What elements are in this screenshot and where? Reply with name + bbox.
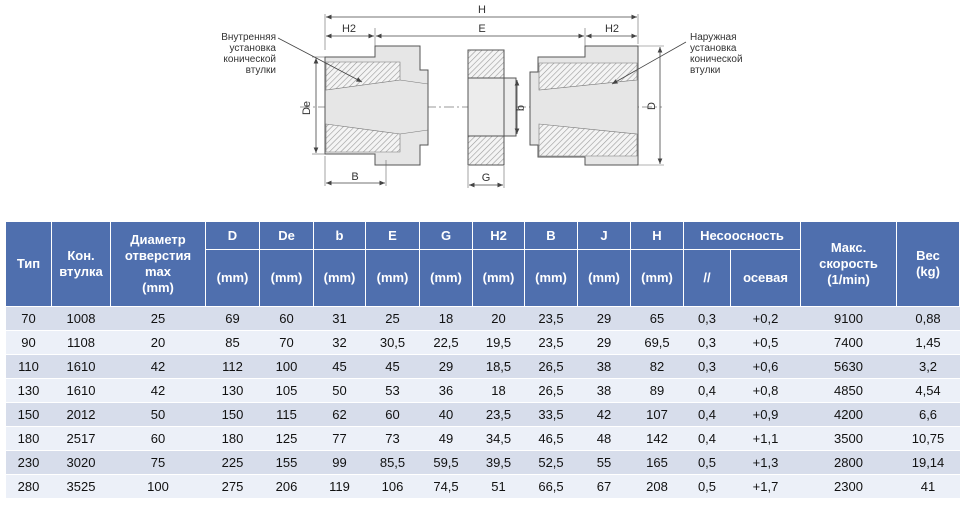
unit-b: (mm) xyxy=(314,250,366,307)
table-cell: +0,8 xyxy=(731,379,801,403)
table-cell: 31 xyxy=(314,307,366,331)
table-cell: 1,45 xyxy=(897,331,960,355)
table-row xyxy=(6,355,960,379)
col-bush: Кон. втулка xyxy=(52,222,111,307)
table-cell: 19,14 xyxy=(897,451,960,475)
unit-H: (mm) xyxy=(631,250,684,307)
table-cell: 4850 xyxy=(801,379,897,403)
table-cell: 3500 xyxy=(801,427,897,451)
table-cell: 90 xyxy=(6,331,52,355)
table-cell: 59,5 xyxy=(420,451,473,475)
unit-B: (mm) xyxy=(525,250,578,307)
table-cell: 105 xyxy=(260,379,314,403)
table-cell: 73 xyxy=(366,427,420,451)
table-cell: 85,5 xyxy=(366,451,420,475)
dim-H2-right: H2 xyxy=(604,23,620,35)
dim-b: b xyxy=(515,104,527,112)
table-cell: +1,7 xyxy=(731,475,801,499)
table-cell: 29 xyxy=(420,355,473,379)
col-G: G xyxy=(420,222,473,250)
table-cell: 19,5 xyxy=(473,331,525,355)
table-cell: 67 xyxy=(578,475,631,499)
table-cell: 30,5 xyxy=(366,331,420,355)
table-cell: 180 xyxy=(6,427,52,451)
table-cell: 18 xyxy=(420,307,473,331)
table-cell: 22,5 xyxy=(420,331,473,355)
table-cell: 7400 xyxy=(801,331,897,355)
dim-H2-left: H2 xyxy=(341,23,357,35)
dim-E: E xyxy=(478,23,486,35)
table-cell: 60 xyxy=(111,427,206,451)
table-cell: 165 xyxy=(631,451,684,475)
table-cell: 0,3 xyxy=(684,355,731,379)
table-cell: 20 xyxy=(473,307,525,331)
svg-text:втулки: втулки xyxy=(245,65,276,76)
dim-B: B xyxy=(351,171,359,183)
col-H: H xyxy=(631,222,684,250)
table-cell: 115 xyxy=(260,403,314,427)
table-cell: 40 xyxy=(420,403,473,427)
col-De: De xyxy=(260,222,314,250)
svg-text:Наружная: Наружная xyxy=(690,32,737,43)
col-J: J xyxy=(578,222,631,250)
table-row xyxy=(6,475,960,499)
col-speed: Макс. скорость (1/min) xyxy=(801,222,897,307)
table-cell: 2800 xyxy=(801,451,897,475)
table-cell: 45 xyxy=(366,355,420,379)
table-cell: 82 xyxy=(631,355,684,379)
table-cell: 2300 xyxy=(801,475,897,499)
table-cell: 6,6 xyxy=(897,403,960,427)
table-cell: 225 xyxy=(206,451,260,475)
unit-parallel: // xyxy=(684,250,731,307)
unit-De: (mm) xyxy=(260,250,314,307)
dim-De: De xyxy=(301,100,313,116)
table-cell: 18,5 xyxy=(473,355,525,379)
table-cell: 1108 xyxy=(52,331,111,355)
table-cell: 0,3 xyxy=(684,307,731,331)
table-cell: 150 xyxy=(6,403,52,427)
unit-E: (mm) xyxy=(366,250,420,307)
table-cell: 119 xyxy=(314,475,366,499)
col-weight: Вес (kg) xyxy=(897,222,960,307)
table-cell: 100 xyxy=(111,475,206,499)
table-cell: 50 xyxy=(111,403,206,427)
table-cell: 130 xyxy=(6,379,52,403)
table-cell: 4,54 xyxy=(897,379,960,403)
table-cell: 4200 xyxy=(801,403,897,427)
table-row xyxy=(6,331,960,355)
table-cell: 55 xyxy=(578,451,631,475)
dim-G: G xyxy=(481,172,491,184)
table-cell: 29 xyxy=(578,307,631,331)
table-cell: 52,5 xyxy=(525,451,578,475)
table-cell: 1610 xyxy=(52,355,111,379)
table-cell: 62 xyxy=(314,403,366,427)
table-cell: 46,5 xyxy=(525,427,578,451)
note-left xyxy=(221,32,276,76)
table-cell: 0,3 xyxy=(684,331,731,355)
table-cell: 50 xyxy=(314,379,366,403)
table-cell: 2517 xyxy=(52,427,111,451)
dim-D: D xyxy=(646,102,658,110)
svg-text:Внутренняя: Внутренняя xyxy=(221,32,276,43)
table-cell: 3020 xyxy=(52,451,111,475)
col-H2: H2 xyxy=(473,222,525,250)
table-cell: 23,5 xyxy=(525,331,578,355)
table-cell: +1,3 xyxy=(731,451,801,475)
table-cell: 0,88 xyxy=(897,307,960,331)
table-cell: 36 xyxy=(420,379,473,403)
unit-G: (mm) xyxy=(420,250,473,307)
table-cell: 2012 xyxy=(52,403,111,427)
coupling-drawing xyxy=(0,0,962,218)
col-misalign: Несоосность xyxy=(684,222,801,250)
table-cell: 0,4 xyxy=(684,427,731,451)
table-cell: 142 xyxy=(631,427,684,451)
table-cell: 32 xyxy=(314,331,366,355)
unit-J: (mm) xyxy=(578,250,631,307)
table-cell: 70 xyxy=(6,307,52,331)
table-cell: 1008 xyxy=(52,307,111,331)
col-E: E xyxy=(366,222,420,250)
table-cell: 280 xyxy=(6,475,52,499)
table-cell: 0,4 xyxy=(684,379,731,403)
table-cell: 42 xyxy=(578,403,631,427)
table-cell: +1,1 xyxy=(731,427,801,451)
col-D: D xyxy=(206,222,260,250)
table-cell: 18 xyxy=(473,379,525,403)
unit-axial: осевая xyxy=(731,250,801,307)
table-row xyxy=(6,451,960,475)
table-cell: 89 xyxy=(631,379,684,403)
table-cell: 180 xyxy=(206,427,260,451)
table-cell: 10,75 xyxy=(897,427,960,451)
col-bore: Диаметр отверстия max (mm) xyxy=(111,222,206,307)
table-cell: 100 xyxy=(260,355,314,379)
dim-H: H xyxy=(478,4,486,16)
col-type: Тип xyxy=(6,222,52,307)
col-b: b xyxy=(314,222,366,250)
table-cell: 42 xyxy=(111,355,206,379)
table-cell: 150 xyxy=(206,403,260,427)
table-cell: 75 xyxy=(111,451,206,475)
table-cell: 155 xyxy=(260,451,314,475)
table-cell: 34,5 xyxy=(473,427,525,451)
table-cell: 38 xyxy=(578,379,631,403)
table-cell: 206 xyxy=(260,475,314,499)
table-cell: 45 xyxy=(314,355,366,379)
table-cell: 99 xyxy=(314,451,366,475)
table-cell: 275 xyxy=(206,475,260,499)
table-cell: 110 xyxy=(6,355,52,379)
table-cell: 25 xyxy=(111,307,206,331)
table-cell: 74,5 xyxy=(420,475,473,499)
table-cell: 65 xyxy=(631,307,684,331)
spec-table-body xyxy=(6,307,960,499)
table-cell: 130 xyxy=(206,379,260,403)
table-cell: 112 xyxy=(206,355,260,379)
svg-text:установка: установка xyxy=(229,43,276,54)
table-cell: 66,5 xyxy=(525,475,578,499)
table-row xyxy=(6,403,960,427)
table-cell: 3,2 xyxy=(897,355,960,379)
table-row xyxy=(6,379,960,403)
table-cell: 49 xyxy=(420,427,473,451)
table-cell: 70 xyxy=(260,331,314,355)
table-cell: 106 xyxy=(366,475,420,499)
svg-text:конической: конической xyxy=(223,54,276,65)
table-cell: 69 xyxy=(206,307,260,331)
table-cell: 42 xyxy=(111,379,206,403)
svg-text:установка: установка xyxy=(690,43,737,54)
unit-H2: (mm) xyxy=(473,250,525,307)
table-cell: 41 xyxy=(897,475,960,499)
table-cell: 20 xyxy=(111,331,206,355)
table-cell: 0,5 xyxy=(684,475,731,499)
table-cell: 3525 xyxy=(52,475,111,499)
table-cell: 53 xyxy=(366,379,420,403)
table-cell: 33,5 xyxy=(525,403,578,427)
table-cell: +0,9 xyxy=(731,403,801,427)
table-cell: 48 xyxy=(578,427,631,451)
svg-text:втулки: втулки xyxy=(690,65,721,76)
table-row xyxy=(6,307,960,331)
table-cell: 85 xyxy=(206,331,260,355)
table-cell: 125 xyxy=(260,427,314,451)
table-cell: 23,5 xyxy=(473,403,525,427)
table-cell: 60 xyxy=(260,307,314,331)
col-B: B xyxy=(525,222,578,250)
table-cell: 38 xyxy=(578,355,631,379)
table-cell: 1610 xyxy=(52,379,111,403)
svg-text:конической: конической xyxy=(690,54,743,65)
table-row xyxy=(6,427,960,451)
table-cell: 69,5 xyxy=(631,331,684,355)
table-cell: 60 xyxy=(366,403,420,427)
unit-D: (mm) xyxy=(206,250,260,307)
table-cell: +0,2 xyxy=(731,307,801,331)
table-cell: 23,5 xyxy=(525,307,578,331)
table-cell: 77 xyxy=(314,427,366,451)
table-cell: 0,4 xyxy=(684,403,731,427)
table-cell: 5630 xyxy=(801,355,897,379)
table-cell: 208 xyxy=(631,475,684,499)
table-cell: 26,5 xyxy=(525,355,578,379)
table-cell: 26,5 xyxy=(525,379,578,403)
table-cell: 230 xyxy=(6,451,52,475)
table-cell: +0,6 xyxy=(731,355,801,379)
table-cell: +0,5 xyxy=(731,331,801,355)
note-right xyxy=(690,32,743,76)
table-cell: 9100 xyxy=(801,307,897,331)
table-cell: 25 xyxy=(366,307,420,331)
table-cell: 0,5 xyxy=(684,451,731,475)
table-cell: 107 xyxy=(631,403,684,427)
table-cell: 29 xyxy=(578,331,631,355)
spec-table xyxy=(5,221,960,499)
table-cell: 39,5 xyxy=(473,451,525,475)
table-cell: 51 xyxy=(473,475,525,499)
